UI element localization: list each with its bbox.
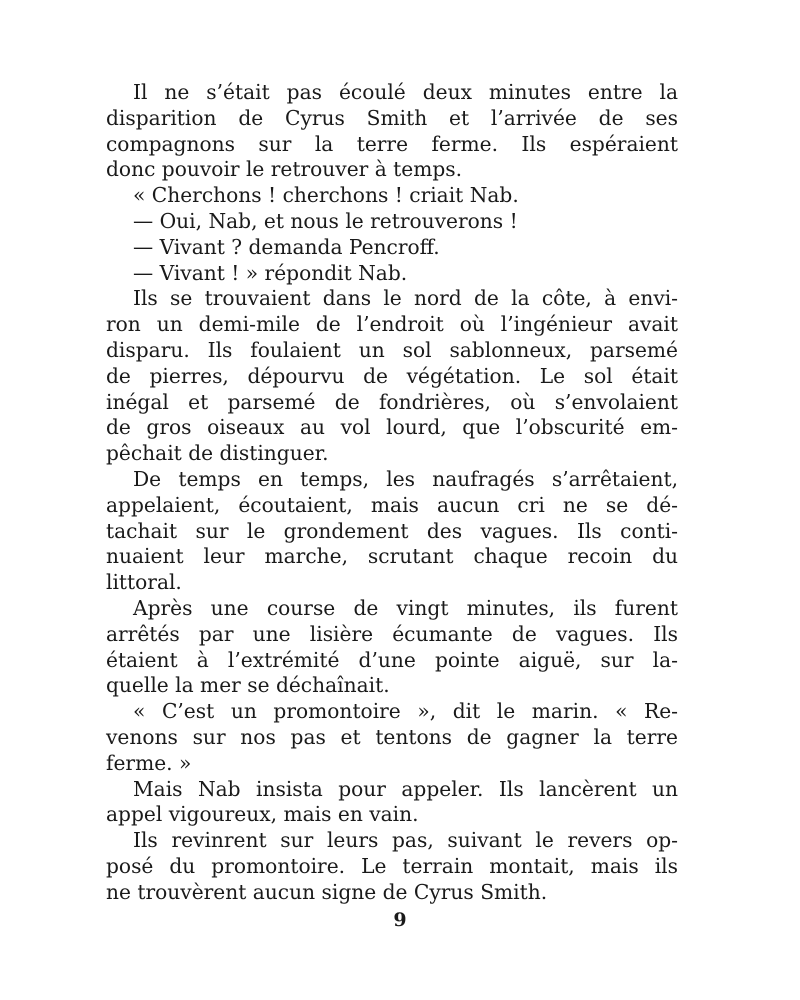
page-number: 9 bbox=[393, 909, 407, 931]
text-line: posé du promontoire. Le terrain montait, mais ils bbox=[106, 853, 678, 878]
text-line: donc pouvoir le retrouver à temps. bbox=[106, 157, 463, 182]
text-line: quelle la mer se déchaînait. bbox=[106, 673, 390, 698]
text-line: Il ne s’était pas écoulé deux minutes entre la bbox=[133, 80, 678, 104]
text-line: Après une course de vingt minutes, ils furent bbox=[133, 595, 678, 620]
text-line: disparition de Cyrus Smith et l’arrivée de ses bbox=[106, 105, 678, 130]
text-line: littoral. bbox=[106, 570, 182, 595]
text-line: disparu. Ils foulaient un sol sablonneux, parsemé bbox=[106, 337, 678, 362]
text-line: — Vivant ? demanda Pencroff. bbox=[133, 234, 440, 259]
text-line: appelaient, écoutaient, mais aucun cri ne se dé- bbox=[106, 492, 678, 517]
page-body-text bbox=[106, 80, 678, 906]
text-line: tachait sur le grondement des vagues. Ils conti- bbox=[106, 518, 678, 543]
text-line: « Cherchons ! cherchons ! criait Nab. bbox=[133, 183, 519, 208]
text-line: Ils se trouvaient dans le nord de la côte, à envi- bbox=[133, 286, 678, 311]
text-line: étaient à l’extrémité d’une pointe aiguë, sur la- bbox=[106, 647, 678, 672]
text-line: appel vigoureux, mais en vain. bbox=[106, 802, 419, 827]
text-line: Ils revinrent sur leurs pas, suivant le revers op- bbox=[133, 828, 678, 853]
text-line: compagnons sur la terre ferme. Ils espéraient bbox=[106, 131, 678, 156]
text-line: nuaient leur marche, scrutant chaque recoin du bbox=[106, 544, 678, 569]
text-line: — Vivant ! » répondit Nab. bbox=[133, 260, 408, 285]
text-line: pêchait de distinguer. bbox=[106, 441, 329, 466]
text-line: inégal et parsemé de fondrières, où s’envolaient bbox=[106, 389, 678, 414]
text-line: de pierres, dépourvu de végétation. Le sol était bbox=[106, 363, 678, 388]
text-line: Mais Nab insista pour appeler. Ils lancèrent un bbox=[133, 776, 678, 801]
text-line: arrêtés par une lisière écumante de vagues. Ils bbox=[106, 621, 678, 646]
text-line: — Oui, Nab, et nous le retrouverons ! bbox=[133, 208, 518, 233]
text-line: ferme. » bbox=[106, 750, 192, 775]
text-line: « C’est un promontoire », dit le marin. « Re- bbox=[133, 699, 678, 724]
text-line: ron un demi-mile de l’endroit où l’ingénieur avait bbox=[106, 312, 678, 337]
text-line: de gros oiseaux au vol lourd, que l’obscurité em- bbox=[106, 415, 678, 440]
text-line: venons sur nos pas et tentons de gagner la terre bbox=[106, 724, 678, 749]
text-line: ne trouvèrent aucun signe de Cyrus Smith. bbox=[106, 879, 548, 904]
text-line: De temps en temps, les naufragés s’arrêtaient, bbox=[133, 466, 678, 491]
